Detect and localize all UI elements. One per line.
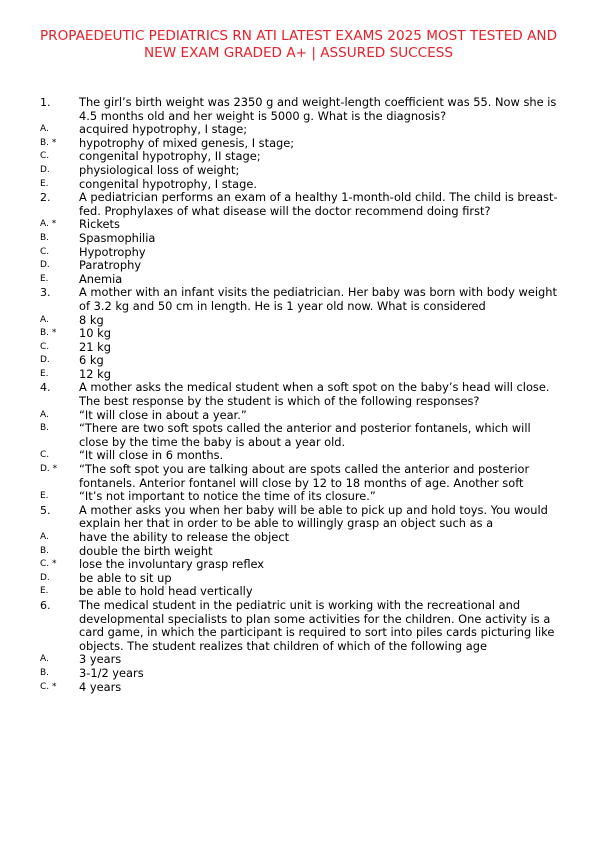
question-stem-label: 5. — [40, 503, 51, 517]
answer-option — [0, 232, 597, 246]
question-stem-text: The medical student in the pediatric unit is working with the recreational and developmental specialists to plan some activities for the children. One activity is a card game, in which the participant is required to sort into piles cards picturing like objects. The student realizes that children of which of the following age — [79, 597, 555, 653]
answer-option-text: Paratrophy — [79, 258, 142, 273]
answer-option-label: D. — [40, 260, 50, 271]
answer-option-label: E. — [40, 586, 49, 597]
answer-option-label: C. * — [40, 559, 57, 570]
question-stem-text: The girl’s birth weight was 2350 g and weight-length coefficient was 55. Now she is 4.5 months old and her weight is 5000 g. What is the diagnosis? — [79, 95, 557, 123]
question-stem — [0, 504, 597, 531]
answer-option-label: B. * — [40, 328, 57, 339]
answer-option-text: be able to hold head vertically — [79, 584, 253, 599]
answer-option — [0, 681, 597, 695]
answer-option — [0, 178, 597, 192]
answer-option — [0, 449, 597, 463]
document-title — [0, 28, 597, 62]
question-stem-label: 2. — [40, 191, 51, 205]
answer-option-label: C. — [40, 151, 50, 162]
answer-option-text: 21 kg — [79, 339, 111, 354]
question-stem-text: A pediatrician performs an exam of a healthy 1-month-old child. The child is breast-fed. Prophylaxes of what disease will the doctor recommend doing first? — [79, 190, 558, 218]
answer-option — [0, 341, 597, 355]
answer-option-text: “It will close in about a year.” — [79, 407, 247, 422]
answer-option-label: C. — [40, 341, 50, 352]
answer-option-text: physiological loss of weight; — [79, 162, 240, 177]
answer-option-label: D. — [40, 355, 50, 366]
answer-option — [0, 531, 597, 545]
answer-option — [0, 259, 597, 273]
answer-option-text: congenital hypotrophy, II stage; — [79, 149, 261, 164]
answer-option-text: hypotrophy of mixed genesis, I stage; — [79, 135, 295, 150]
answer-option-text: Hypotrophy — [79, 244, 146, 259]
answer-option — [0, 368, 597, 382]
answer-option-text: 12 kg — [79, 366, 111, 381]
answer-option-label: E. — [40, 368, 49, 379]
answer-option-text: lose the involuntary grasp reflex — [79, 557, 265, 572]
answer-option — [0, 150, 597, 164]
answer-option — [0, 653, 597, 667]
answer-option-text: 4 years — [79, 679, 122, 694]
answer-option-label: C. — [40, 450, 50, 461]
answer-option — [0, 490, 597, 504]
answer-option-text: double the birth weight — [79, 543, 213, 558]
question-stem — [0, 381, 597, 408]
answer-option — [0, 273, 597, 287]
title-line-2: NEW EXAM GRADED A+ | ASSURED SUCCESS — [144, 45, 453, 61]
answer-option-label: C. * — [40, 681, 57, 692]
answer-option — [0, 327, 597, 341]
answer-option-text: “The soft spot you are talking about are spots called the anterior and posterior fontanels. Anterior fontanel will close by 12 to 18 months of age. Another soft — [79, 462, 530, 490]
answer-option-label: A. * — [40, 219, 57, 230]
question-stem-text: A mother asks the medical student when a soft spot on the baby’s head will close. The best response by the student is which of the following responses? — [79, 380, 550, 409]
answer-option — [0, 667, 597, 681]
answer-option-label: E. — [40, 491, 49, 502]
question-stem-label: 4. — [40, 381, 51, 395]
answer-option-label: A. — [40, 409, 49, 420]
answer-option — [0, 314, 597, 328]
question-list — [0, 96, 597, 694]
question-stem — [0, 191, 597, 218]
answer-option-text: “There are two soft spots called the anterior and posterior fontanels, which will close by the time the baby is about a year old. — [79, 421, 531, 449]
answer-option-text: “It will close in 6 months. — [79, 448, 224, 463]
answer-option-text: 3 years — [79, 652, 122, 667]
answer-option — [0, 218, 597, 232]
answer-option — [0, 123, 597, 137]
answer-option-label: A. — [40, 654, 49, 665]
answer-option-label: D. — [40, 164, 50, 175]
answer-option-label: E. — [40, 273, 49, 284]
question-stem-label: 3. — [40, 286, 51, 300]
answer-option-text: Spasmophilia — [79, 230, 156, 245]
answer-option — [0, 585, 597, 599]
answer-option — [0, 246, 597, 260]
question-stem — [0, 286, 597, 313]
answer-option-label: B. * — [40, 137, 57, 148]
answer-option — [0, 422, 597, 449]
answer-option-text: have the ability to release the object — [79, 530, 290, 544]
answer-option-label: A. — [40, 124, 49, 135]
answer-option-label: B. — [40, 545, 50, 556]
answer-option — [0, 354, 597, 368]
question-stem-label: 1. — [40, 96, 51, 109]
title-line-1: PROPAEDEUTIC PEDIATRICS RN ATI LATEST EXAMS 2025 MOST TESTED AND — [39, 28, 558, 44]
answer-option-label: A. — [40, 532, 49, 542]
answer-option — [0, 545, 597, 559]
answer-option-text: 8 kg — [79, 312, 104, 327]
answer-option-label: C. — [40, 246, 50, 257]
answer-option-label: A. — [40, 314, 49, 325]
answer-option — [0, 409, 597, 423]
answer-option-text: Anemia — [79, 271, 123, 286]
answer-option-label: B. — [40, 232, 50, 243]
answer-option — [0, 137, 597, 151]
answer-option-label: B. — [40, 423, 50, 434]
answer-option-text: acquired hypotrophy, I stage; — [79, 122, 248, 137]
answer-option-text: 3-1/2 years — [79, 665, 144, 680]
answer-option-text: congenital hypotrophy, I stage. — [79, 176, 257, 191]
question-stem — [0, 599, 597, 653]
question-stem-text: A mother asks you when her baby will be able to pick up and hold toys. You would explain her that in order to be able to willingly grasp an object such as a — [79, 502, 548, 531]
answer-option-label: B. — [40, 667, 50, 678]
answer-option-text: be able to sit up — [79, 570, 172, 585]
answer-option-label: D. * — [40, 464, 58, 475]
answer-option-text: 6 kg — [79, 353, 104, 368]
question-stem-text: A mother with an infant visits the pediatrician. Her baby was born with body weight of 3.2 kg and 50 cm in length. He is 1 year old now. What is considered — [79, 285, 557, 313]
answer-option — [0, 164, 597, 178]
answer-option-text: “It’s not important to notice the time of its closure.” — [79, 489, 376, 504]
answer-option — [0, 558, 597, 572]
question-stem — [0, 96, 597, 123]
answer-option-text: Rickets — [79, 217, 120, 232]
answer-option — [0, 572, 597, 586]
question-stem-label: 6. — [40, 598, 51, 612]
answer-option-label: E. — [40, 178, 49, 189]
answer-option-text: 10 kg — [79, 326, 111, 341]
answer-option-label: D. — [40, 572, 50, 583]
answer-option — [0, 463, 597, 490]
